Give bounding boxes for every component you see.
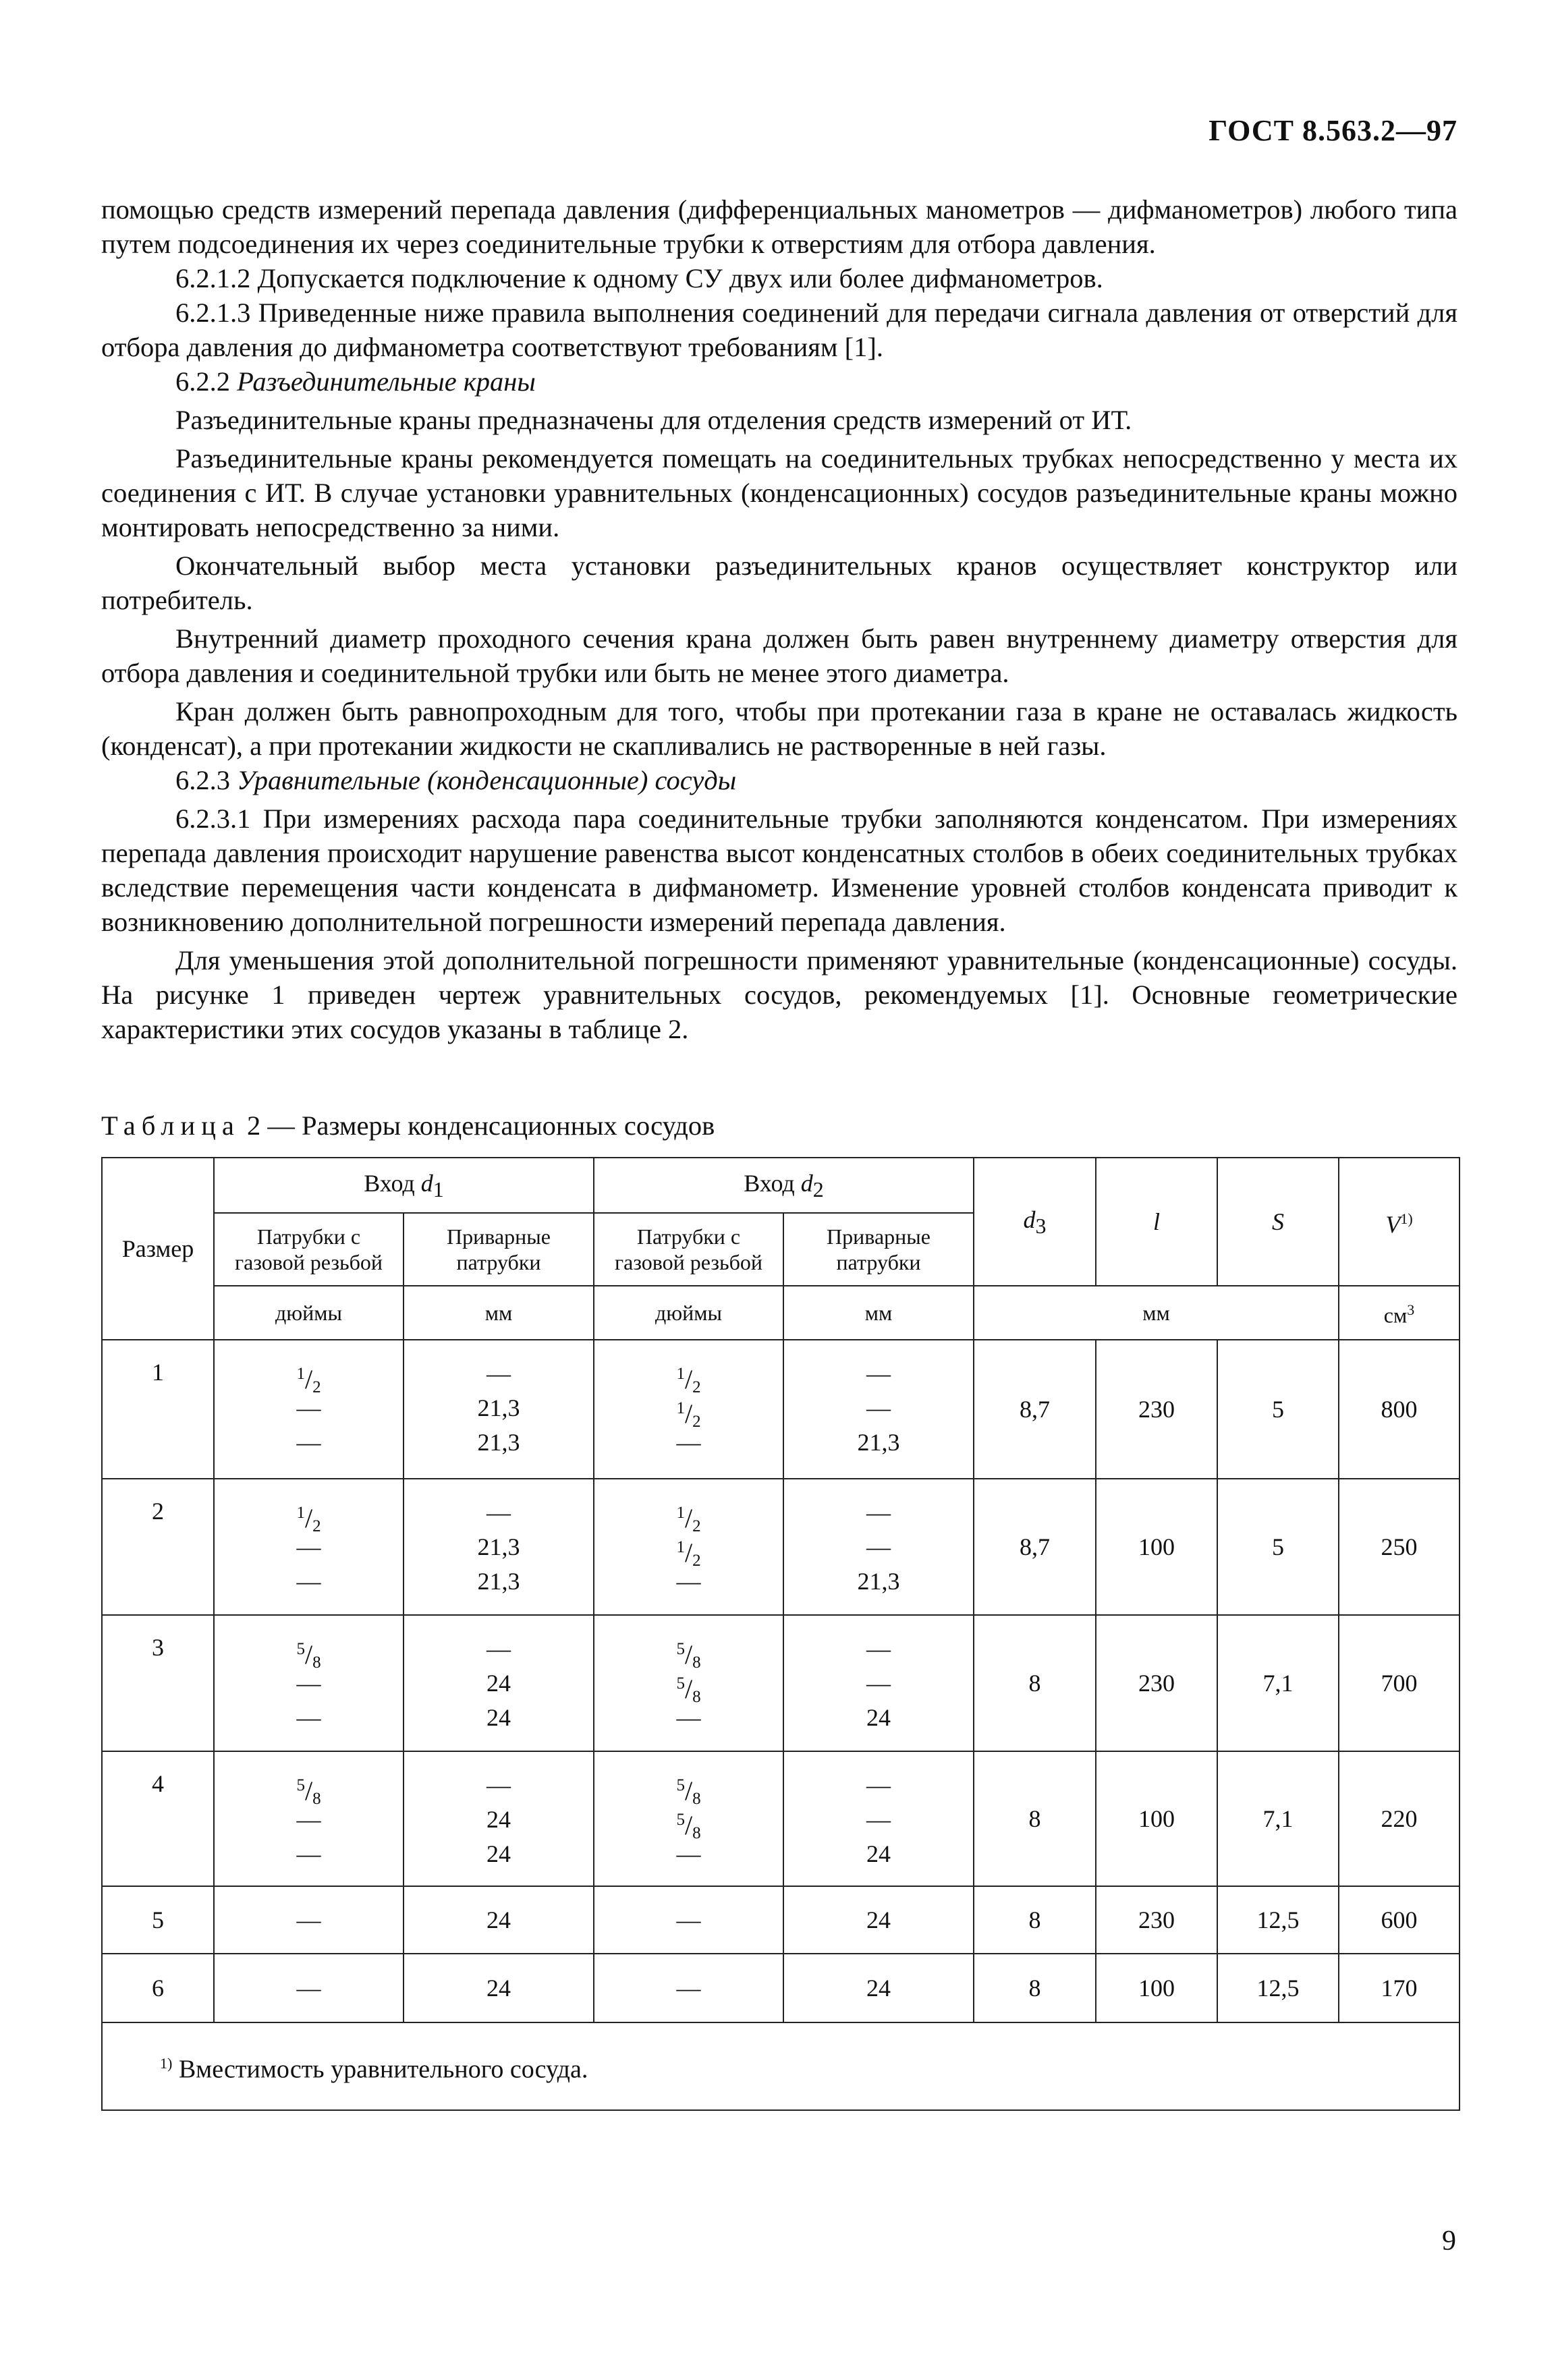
paragraph: Кран должен быть равнопроходным для того, чтобы при протекании газа в кране не оставалась жидкость (конденсат), а при протекании жидкости не скапливались не растворенные в ней газы.: [101, 696, 1457, 761]
section-number: 6.2.3: [175, 765, 230, 795]
paragraph: Внутренний диаметр проходного сечения крана должен быть равен внутреннему диаметру отверстия для отбора давления и соединительной трубки или быть не менее этого диаметра.: [101, 623, 1457, 688]
l-cell: 230: [1096, 1615, 1217, 1751]
unit-inches: дюймы: [594, 1286, 783, 1340]
threaded-1-cell: —: [214, 1954, 404, 2022]
l-cell: 100: [1096, 1954, 1217, 2022]
unit-inches: дюймы: [214, 1286, 404, 1340]
size-cell: 1: [102, 1340, 214, 1479]
l-cell: 100: [1096, 1751, 1217, 1886]
welded-2-cell: 24: [783, 1954, 974, 2022]
header-threaded-1: Патрубки с газовой резьбой: [214, 1213, 404, 1286]
d3-cell: 8: [974, 1954, 1096, 2022]
section-title: Разъединительные краны: [237, 366, 536, 397]
threaded-2-cell: $^1/_2$ $^1/_2$ —: [594, 1340, 783, 1479]
l-cell: 230: [1096, 1886, 1217, 1954]
threaded-1-cell: $^5/_8$ — —: [214, 1615, 404, 1751]
threaded-2-cell: —: [594, 1954, 783, 2022]
threaded-1-cell: —: [214, 1886, 404, 1954]
section-heading: [101, 763, 1457, 797]
body-text: [101, 192, 1457, 1046]
welded-2-cell: — — 24: [783, 1615, 974, 1751]
threaded-2-cell: $^5/_8$ $^5/_8$ —: [594, 1751, 783, 1886]
s-cell: 5: [1217, 1479, 1339, 1615]
table-row: [102, 1615, 1460, 1751]
size-cell: 3: [102, 1615, 214, 1751]
threaded-1-cell: $^5/_8$ — —: [214, 1751, 404, 1886]
table-row: [102, 1954, 1460, 2022]
welded-2-cell: — — 24: [783, 1751, 974, 1886]
page-number: 9: [1442, 2226, 1456, 2257]
header-size: Размер: [102, 1158, 214, 1340]
s-cell: 5: [1217, 1340, 1339, 1479]
welded-2-cell: 24: [783, 1886, 974, 1954]
welded-1-cell: — 21,3 21,3: [404, 1340, 594, 1479]
unit-cm3: см$^3$: [1339, 1286, 1460, 1340]
welded-1-cell: 24: [404, 1954, 594, 2022]
header-s: S: [1217, 1158, 1339, 1286]
welded-1-cell: 24: [404, 1886, 594, 1954]
size-cell: 4: [102, 1751, 214, 1886]
header-v: V$^{1)}$: [1339, 1158, 1460, 1286]
table-row: [102, 1479, 1460, 1615]
threaded-2-cell: $^1/_2$ $^1/_2$ —: [594, 1479, 783, 1615]
size-cell: 6: [102, 1954, 214, 2022]
welded-2-cell: — — 21,3: [783, 1479, 974, 1615]
table-row: [102, 1340, 1460, 1479]
table-caption-word: Таблица: [101, 1110, 240, 1141]
v-cell: 170: [1339, 1954, 1460, 2022]
header-d3: $d_3$: [974, 1158, 1096, 1286]
d3-cell: 8,7: [974, 1340, 1096, 1479]
s-cell: 12,5: [1217, 1886, 1339, 1954]
d3-cell: 8: [974, 1615, 1096, 1751]
unit-mm: мм: [974, 1286, 1339, 1340]
header-l: l: [1096, 1158, 1217, 1286]
vessel-dimensions-table: [101, 1157, 1460, 2111]
paragraph: 6.2.3.1 При измерениях расхода пара соединительные трубки заполняются конденсатом. При измерениях перепада давления происходит нарушение равенства высот конденсатных столбов в обеих соединительных трубках вследствие перемещения части конденсата в дифманометр. Изменение уровней столбов конденсата приводит к возникновению дополнительной погрешности измерений перепада давления.: [101, 803, 1457, 937]
table-footnote: $^{1)}$ Вместимость уравнительного сосуда.: [102, 2022, 1460, 2110]
s-cell: 12,5: [1217, 1954, 1339, 2022]
header-welded-1: Приварные патрубки: [404, 1213, 594, 1286]
paragraph: Разъединительные краны рекомендуется помещать на соединительных трубках непосредственно у места их соединения с ИТ. В случае установки уравнительных (конденсационных) сосудов разъединительные краны можно монтировать непосредственно за ними.: [101, 443, 1457, 542]
size-cell: 5: [102, 1886, 214, 1954]
unit-mm: мм: [783, 1286, 974, 1340]
header-threaded-2: Патрубки с газовой резьбой: [594, 1213, 783, 1286]
s-cell: 7,1: [1217, 1751, 1339, 1886]
threaded-2-cell: $^5/_8$ $^5/_8$ —: [594, 1615, 783, 1751]
welded-1-cell: — 21,3 21,3: [404, 1479, 594, 1615]
document-code: ГОСТ 8.563.2—97: [1208, 114, 1457, 147]
header-inlet-1: Вход $d_1$: [214, 1158, 594, 1213]
v-cell: 250: [1339, 1479, 1460, 1615]
paragraph: помощью средств измерений перепада давления (дифференциальных манометров — дифманометров) любого типа путем подсоединения их через соединительные трубки к отверстиям для отбора давления.: [101, 194, 1457, 259]
header-welded-2: Приварные патрубки: [783, 1213, 974, 1286]
paragraph: Разъединительные краны предназначены для отделения средств измерений от ИТ.: [175, 405, 1132, 435]
threaded-1-cell: $^1/_2$ — —: [214, 1340, 404, 1479]
section-title: Уравнительные (конденсационные) сосуды: [237, 765, 737, 795]
l-cell: 230: [1096, 1340, 1217, 1479]
threaded-1-cell: $^1/_2$ — —: [214, 1479, 404, 1615]
l-cell: 100: [1096, 1479, 1217, 1615]
d3-cell: 8,7: [974, 1479, 1096, 1615]
unit-mm: мм: [404, 1286, 594, 1340]
v-cell: 600: [1339, 1886, 1460, 1954]
paragraph: 6.2.1.3 Приведенные ниже правила выполнения соединений для передачи сигнала давления от отверстий для отбора давления до дифманометра соответствуют требованиям [1].: [101, 298, 1457, 362]
v-cell: 700: [1339, 1615, 1460, 1751]
table-caption-title: 2 — Размеры конденсационных сосудов: [240, 1110, 715, 1141]
size-cell: 2: [102, 1479, 214, 1615]
d3-cell: 8: [974, 1751, 1096, 1886]
table-row: [102, 1886, 1460, 1954]
table-footnote-row: [102, 2022, 1460, 2110]
table-caption: [101, 1110, 715, 1141]
section-heading: [101, 364, 1457, 399]
paragraph: Окончательный выбор места установки разъединительных кранов осуществляет конструктор или потребитель.: [101, 550, 1457, 615]
welded-1-cell: — 24 24: [404, 1615, 594, 1751]
welded-2-cell: — — 21,3: [783, 1340, 974, 1479]
s-cell: 7,1: [1217, 1615, 1339, 1751]
section-number: 6.2.2: [175, 366, 230, 397]
paragraph: 6.2.1.2 Допускается подключение к одному СУ двух или более дифманометров.: [175, 263, 1103, 293]
table-row: [102, 1751, 1460, 1886]
paragraph: Для уменьшения этой дополнительной погрешности применяют уравнительные (конденсационные) сосуды. На рисунке 1 приведен чертеж уравнительных сосудов, рекомендуемых [1]. Основные геометрические характеристики этих сосудов указаны в таблице 2.: [101, 945, 1457, 1044]
threaded-2-cell: —: [594, 1886, 783, 1954]
d3-cell: 8: [974, 1886, 1096, 1954]
v-cell: 220: [1339, 1751, 1460, 1886]
header-inlet-2: Вход $d_2$: [594, 1158, 974, 1213]
v-cell: 800: [1339, 1340, 1460, 1479]
welded-1-cell: — 24 24: [404, 1751, 594, 1886]
